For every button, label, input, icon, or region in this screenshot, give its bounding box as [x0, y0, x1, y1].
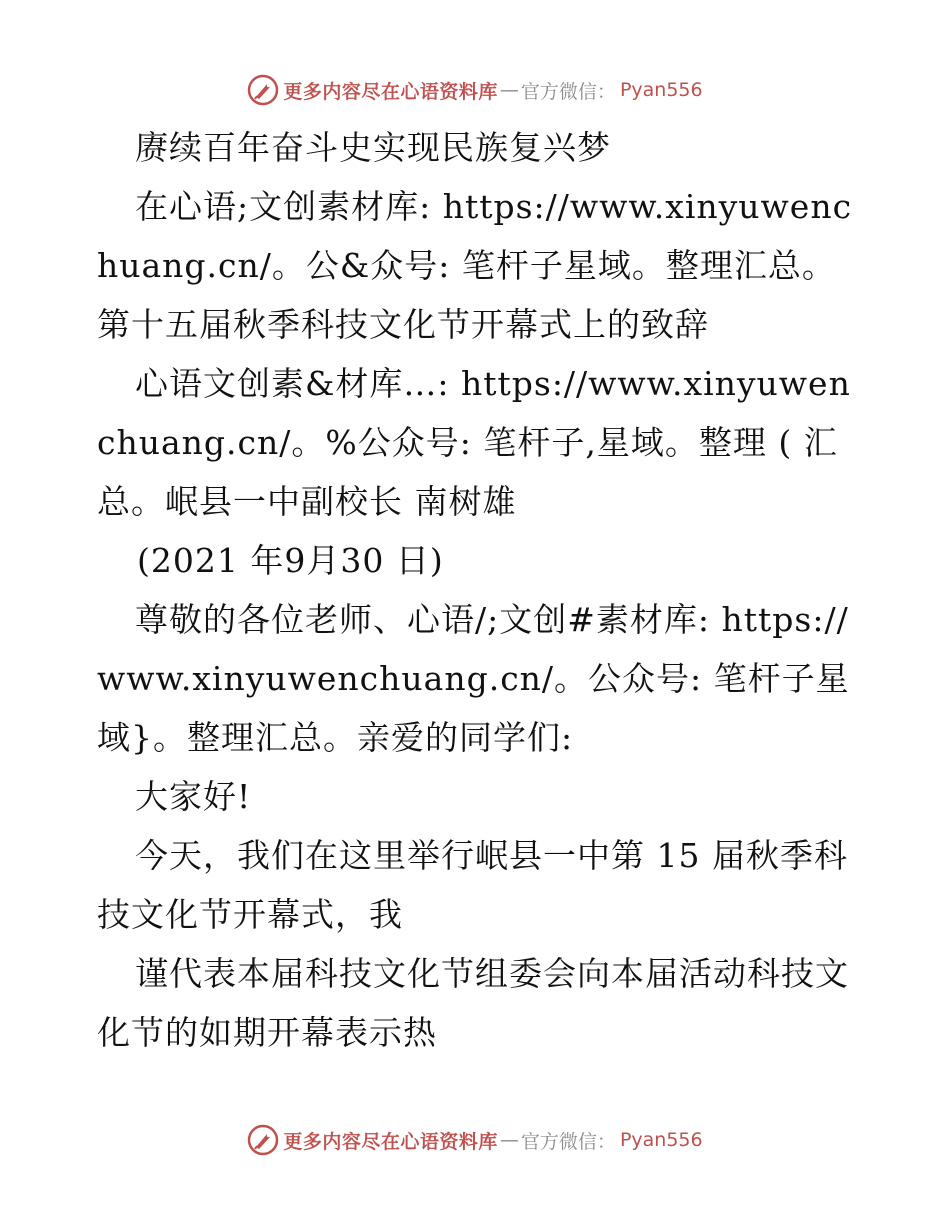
greeting: 大家好!: [135, 777, 252, 816]
document-body: [97, 118, 857, 1062]
paragraph: 今天，我们在这里举行岷县一中第 15 届秋季科技文化节开幕式，我: [97, 836, 848, 934]
fountain-pen-logo-icon: [247, 74, 279, 106]
fountain-pen-logo-icon: [247, 1124, 279, 1156]
banner-brand-text: 更多内容尽在心语资料库: [283, 80, 498, 103]
header-banner: [0, 70, 950, 110]
banner-brand-text: 更多内容尽在心语资料库: [283, 1130, 498, 1153]
document-title: 赓续百年奋斗史实现民族复兴梦: [135, 128, 611, 167]
banner-wechat-id: Pyan556: [619, 79, 703, 101]
banner-separator: —: [499, 1129, 519, 1151]
paragraph: 心语文创素&材库…: https://www.xinyuwenchuang.cn/。%公众号: 笔杆子,星域。整理 ( 汇总。岷县一中副校长 南树雄: [97, 364, 851, 521]
banner-separator: —: [499, 79, 519, 101]
paragraph: 在心语;文创素材库: https://www.xinyuwenchuang.cn/。公&众号: 笔杆子星域。整理汇总。第十五届秋季科技文化节开幕式上的致辞: [97, 187, 853, 344]
salutation: 尊敬的各位老师、心语/;文创#素材库: https://www.xinyuwenchuang.cn/。公众号: 笔杆子星域}。整理汇总。亲爱的同学们:: [97, 600, 850, 757]
paragraph: 谨代表本届科技文化节组委会向本届活动科技文化节的如期开幕表示热: [97, 954, 849, 1052]
banner-wechat-id: Pyan556: [619, 1129, 703, 1151]
banner-contact-label: 官方微信：: [520, 80, 616, 103]
date-line: (2021 年9月30 日): [137, 541, 444, 580]
banner-contact-label: 官方微信：: [520, 1130, 616, 1153]
footer-banner: [0, 1120, 950, 1160]
